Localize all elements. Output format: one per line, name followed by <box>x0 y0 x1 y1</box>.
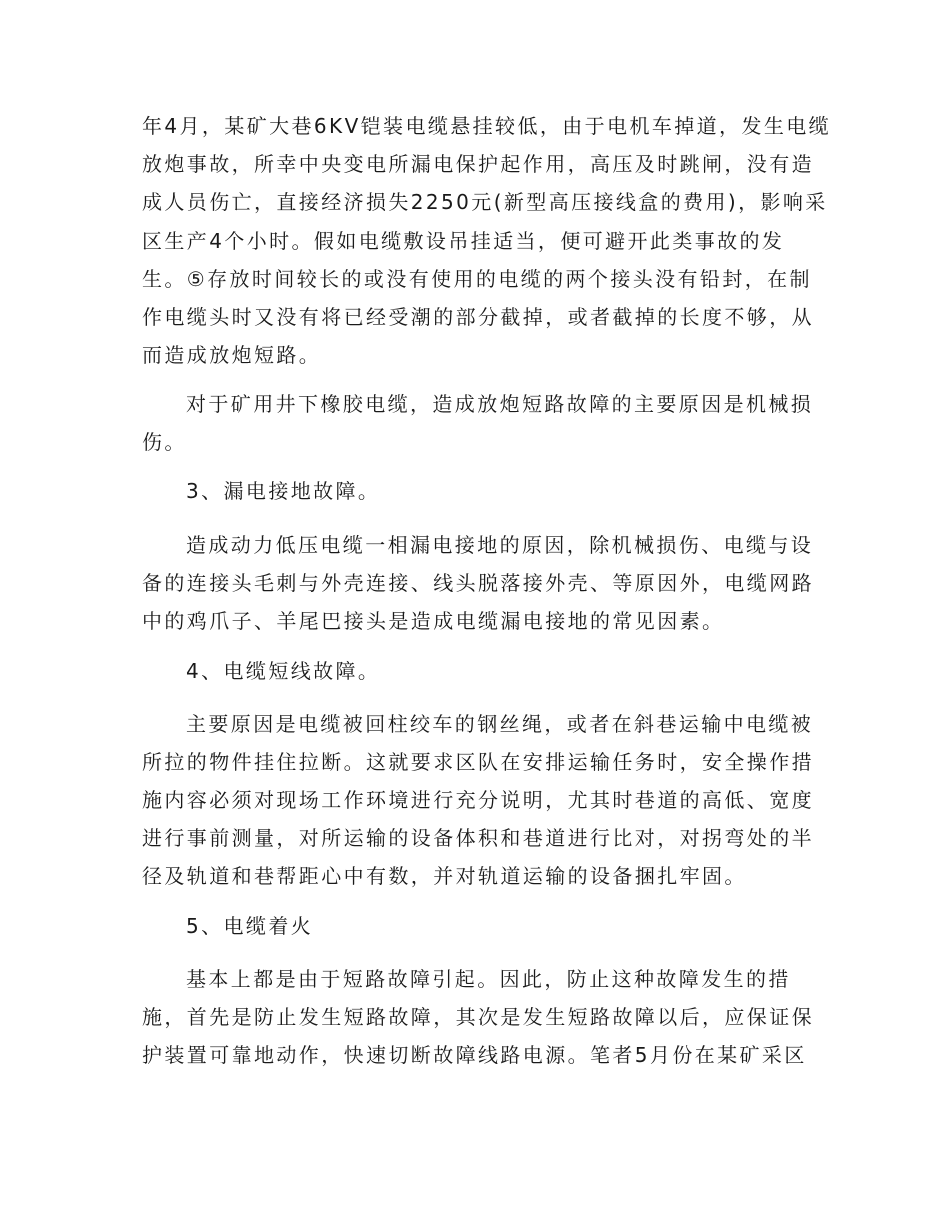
text-line: 径及轨道和巷帮距心中有数，并对轨道运输的设备捆扎牢固。 <box>142 864 747 888</box>
text-line: 而造成放炮短路。 <box>142 343 322 367</box>
text-line: 护装置可靠地动作，快速切断故障线路电源。笔者5月份在某矿采区 <box>142 1043 807 1067</box>
text-line: 作电缆头时又没有将已经受潮的部分截掉，或者截掉的长度不够，从 <box>142 305 814 329</box>
text-line: 所拉的物件挂住拉断。这就要求区队在安排运输任务时，安全操作措 <box>142 750 814 774</box>
text-line: 中的鸡爪子、羊尾巴接头是造成电缆漏电接地的常见因素。 <box>142 609 725 633</box>
text-line: 生。⑤存放时间较长的或没有使用的电缆的两个接头没有铅封，在制 <box>142 267 812 291</box>
section-heading: 3、漏电接地故障。 <box>186 479 381 503</box>
text-line: 造成动力低压电缆一相漏电接地的原因，除机械损伤、电缆与设 <box>186 533 814 557</box>
text-line: 施，首先是防止发生短路故障，其次是发生短路故障以后，应保证保 <box>142 1005 814 1029</box>
text-line: 成人员伤亡，直接经济损失2250元(新型高压接线盒的费用)，影响采 <box>142 190 828 214</box>
section-heading: 4、电缆短线故障。 <box>186 659 381 683</box>
text-line: 放炮事故，所幸中央变电所漏电保护起作用，高压及时跳闸，没有造 <box>142 152 814 176</box>
text-line: 区生产4个小时。假如电缆敷设吊挂适当，便可避开此类事故的发 <box>142 229 785 253</box>
section-heading: 5、电缆着火 <box>186 914 314 938</box>
text-line: 备的连接头毛刺与外壳连接、线头脱落接外壳、等原因外，电缆网路 <box>142 571 814 595</box>
text-line: 对于矿用井下橡胶电缆，造成放炮短路故障的主要原因是机械损 <box>186 392 814 416</box>
text-line: 年4月，某矿大巷6KV铠装电缆悬挂较低，由于电机车掉道，发生电缆 <box>142 114 832 138</box>
text-line: 施内容必须对现场工作环境进行充分说明，尤其时巷道的高低、宽度 <box>142 788 814 812</box>
text-line: 进行事前测量，对所运输的设备体积和巷道进行比对，对拐弯处的半 <box>142 826 814 850</box>
text-line: 基本上都是由于短路故障引起。因此，防止这种故障发生的措 <box>186 967 791 991</box>
text-line: 主要原因是电缆被回柱绞车的钢丝绳，或者在斜巷运输中电缆被 <box>186 712 814 736</box>
text-line: 伤。 <box>142 430 187 454</box>
